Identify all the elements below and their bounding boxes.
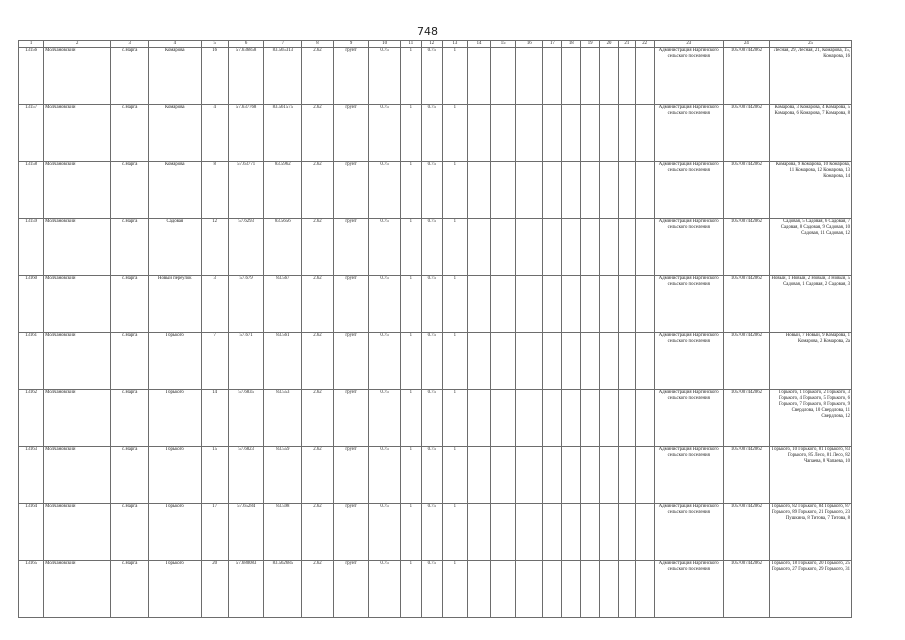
cell-empty — [516, 560, 543, 617]
cell-volume: 0.75 — [369, 161, 400, 218]
cell-lat: 57.63771 — [228, 161, 264, 218]
cell-empty — [467, 218, 490, 275]
cell-lon: 83.561 — [264, 332, 302, 389]
cell-street: Горького — [149, 560, 201, 617]
cell-district: Молчановский — [44, 104, 111, 161]
cell-ogrn: 1057007442062 — [723, 446, 769, 503]
cell-owner: Администрация Наргинского сельского поселения — [654, 332, 723, 389]
column-number-22: 22 — [635, 41, 654, 48]
cell-served: Садовая, 5 Садовая, 6 Садовая, 7 Садовая, 8 Садовая, 9 Садовая, 10 Садовая, 11 Садовая, 12 — [769, 218, 851, 275]
cell-empty — [543, 560, 562, 617]
cell-empty — [516, 503, 543, 560]
column-number-23: 23 — [654, 41, 723, 48]
table-row — [19, 275, 852, 332]
cell-owner: Администрация Наргинского сельского поселения — [654, 218, 723, 275]
cell-empty — [600, 47, 619, 104]
table-row — [19, 332, 852, 389]
cell-empty — [467, 104, 490, 161]
column-number-9: 9 — [333, 41, 369, 48]
column-number-19: 19 — [581, 41, 600, 48]
cell-count: 1 — [442, 47, 467, 104]
cell-empty — [543, 161, 562, 218]
cell-empty — [562, 104, 581, 161]
cell-empty — [562, 389, 581, 446]
cell-volume: 0.75 — [369, 218, 400, 275]
cell-empty — [581, 503, 600, 560]
cell-area: 2.62 — [302, 332, 333, 389]
cell-house: 4 — [201, 104, 228, 161]
cell-district: Молчановский — [44, 47, 111, 104]
table-row — [19, 47, 852, 104]
cell-served: Новый, 1 Новый, 2 Новый, 3 Новый, 5 Садовая, 1 Садовая, 2 Садовая, 3 — [769, 275, 851, 332]
cell-empty — [618, 332, 635, 389]
column-number-15: 15 — [491, 41, 516, 48]
cell-container-volume: 0.75 — [421, 560, 442, 617]
cell-ogrn: 1057007442062 — [723, 104, 769, 161]
cell-house: 17 — [201, 503, 228, 560]
column-number-17: 17 — [543, 41, 562, 48]
cell-lat: 57.680083 — [228, 560, 264, 617]
cell-street: Горького — [149, 332, 201, 389]
cell-street: Горького — [149, 389, 201, 446]
cell-empty — [635, 560, 654, 617]
cell-served: Комарова, 3 Комарова, 4 Комарова, 5 Комарова, 6 Комарова, 7 Комарова, 8 — [769, 104, 851, 161]
cell-empty — [581, 446, 600, 503]
cell-volume: 0.75 — [369, 332, 400, 389]
cell-lon: 83.565313 — [264, 47, 302, 104]
cell-surface: грунт — [333, 218, 369, 275]
cell-empty — [491, 218, 516, 275]
cell-area: 2.62 — [302, 446, 333, 503]
cell-empty — [635, 161, 654, 218]
column-number-3: 3 — [111, 41, 149, 48]
cell-count: 1 — [442, 161, 467, 218]
cell-served: Горького, 1 Горького, 2 Горького, 3 Горького, 4 Горького, 5 Горького, 6 Горького, 7 Горького, 8 Горького, 9 Свердлова, 10 Свердлова, 11 Свердлова, 12 — [769, 389, 851, 446]
cell-containers: 1 — [400, 218, 421, 275]
cell-empty — [562, 503, 581, 560]
cell-empty — [635, 218, 654, 275]
cell-empty — [516, 218, 543, 275]
cell-empty — [467, 161, 490, 218]
cell-served: Комарова, 9 Комарова, 10 Комарова, 11 Комарова, 12 Комарова, 13 Комарова, 14 — [769, 161, 851, 218]
cell-id: 13158 — [19, 161, 44, 218]
cell-settlement: с.Нарга — [111, 332, 149, 389]
column-number-10: 10 — [369, 41, 400, 48]
table-row — [19, 560, 852, 617]
cell-lat: 57.671 — [228, 332, 264, 389]
cell-owner: Администрация Наргинского сельского поселения — [654, 275, 723, 332]
cell-empty — [491, 275, 516, 332]
cell-lat: 57.636858 — [228, 47, 264, 104]
cell-settlement: с.Нарга — [111, 560, 149, 617]
cell-container-volume: 0.75 — [421, 104, 442, 161]
cell-ogrn: 1057007442062 — [723, 332, 769, 389]
cell-lat: 57.65284 — [228, 503, 264, 560]
cell-lat: 57.6823 — [228, 446, 264, 503]
cell-owner: Администрация Наргинского сельского поселения — [654, 560, 723, 617]
cell-empty — [635, 275, 654, 332]
cell-container-volume: 0.75 — [421, 275, 442, 332]
cell-empty — [543, 389, 562, 446]
cell-owner: Администрация Наргинского сельского поселения — [654, 503, 723, 560]
cell-settlement: с.Нарга — [111, 389, 149, 446]
cell-lon: 83.559 — [264, 446, 302, 503]
cell-ogrn: 1057007442062 — [723, 560, 769, 617]
cell-empty — [600, 389, 619, 446]
table-row — [19, 161, 852, 218]
cell-empty — [491, 560, 516, 617]
cell-empty — [467, 503, 490, 560]
column-number-2: 2 — [44, 41, 111, 48]
cell-empty — [600, 218, 619, 275]
cell-owner: Администрация Наргинского сельского поселения — [654, 104, 723, 161]
cell-container-volume: 0.75 — [421, 503, 442, 560]
table-row — [19, 446, 852, 503]
cell-area: 2.62 — [302, 161, 333, 218]
cell-empty — [516, 275, 543, 332]
cell-count: 1 — [442, 275, 467, 332]
cell-house: 8 — [201, 161, 228, 218]
cell-surface: грунт — [333, 389, 369, 446]
cell-owner: Администрация Наргинского сельского поселения — [654, 389, 723, 446]
cell-volume: 0.75 — [369, 104, 400, 161]
cell-empty — [618, 389, 635, 446]
column-number-6: 6 — [228, 41, 264, 48]
cell-empty — [467, 560, 490, 617]
cell-empty — [581, 389, 600, 446]
cell-empty — [562, 218, 581, 275]
cell-empty — [467, 332, 490, 389]
column-number-21: 21 — [618, 41, 635, 48]
cell-empty — [600, 104, 619, 161]
cell-empty — [635, 503, 654, 560]
cell-empty — [467, 47, 490, 104]
cell-house: 3 — [201, 275, 228, 332]
cell-area: 2.62 — [302, 275, 333, 332]
cell-district: Молчановский — [44, 218, 111, 275]
cell-served: Новый, 7 Новый, 9 Комарова, 1 Комарова, 2 Комарова, 2а — [769, 332, 851, 389]
cell-container-volume: 0.75 — [421, 332, 442, 389]
cell-empty — [516, 332, 543, 389]
cell-containers: 1 — [400, 104, 421, 161]
cell-empty — [516, 161, 543, 218]
cell-empty — [562, 47, 581, 104]
cell-house: 12 — [201, 218, 228, 275]
cell-id: 13156 — [19, 47, 44, 104]
cell-house: 20 — [201, 560, 228, 617]
cell-empty — [562, 332, 581, 389]
cell-house: 14 — [201, 389, 228, 446]
container-sites-register-table — [18, 40, 852, 618]
column-number-25: 25 — [769, 41, 851, 48]
cell-street: Комарова — [149, 161, 201, 218]
cell-id: 13159 — [19, 218, 44, 275]
cell-count: 1 — [442, 389, 467, 446]
cell-empty — [618, 161, 635, 218]
cell-volume: 0.75 — [369, 560, 400, 617]
cell-empty — [581, 275, 600, 332]
page-number: 748 — [417, 25, 438, 38]
cell-empty — [491, 332, 516, 389]
cell-lon: 83.598 — [264, 503, 302, 560]
cell-lat: 57.6835 — [228, 389, 264, 446]
cell-empty — [491, 446, 516, 503]
cell-surface: грунт — [333, 446, 369, 503]
cell-district: Молчановский — [44, 560, 111, 617]
cell-empty — [543, 332, 562, 389]
cell-empty — [618, 503, 635, 560]
cell-owner: Администрация Наргинского сельского поселения — [654, 47, 723, 104]
cell-empty — [467, 389, 490, 446]
cell-area: 2.62 — [302, 47, 333, 104]
cell-surface: грунт — [333, 332, 369, 389]
cell-empty — [635, 332, 654, 389]
cell-container-volume: 0.75 — [421, 389, 442, 446]
cell-area: 2.62 — [302, 104, 333, 161]
cell-served: Лесная, 29, Лесная, 21, Комарова, 15, Комарова, 16 — [769, 47, 851, 104]
cell-count: 1 — [442, 218, 467, 275]
cell-id: 13161 — [19, 332, 44, 389]
cell-empty — [618, 275, 635, 332]
cell-lon: 83.562685 — [264, 560, 302, 617]
cell-empty — [618, 104, 635, 161]
table-row — [19, 218, 852, 275]
cell-lon: 83.561575 — [264, 104, 302, 161]
cell-empty — [581, 161, 600, 218]
cell-empty — [562, 275, 581, 332]
column-number-20: 20 — [600, 41, 619, 48]
cell-surface: грунт — [333, 560, 369, 617]
cell-served: Горького, 82 Горького, 84 Горького, 87 Горького, 89 Горького, 21 Горького, 23 Пушкина, 8 Титова, 7 Титова, 8 — [769, 503, 851, 560]
column-number-12: 12 — [421, 41, 442, 48]
column-number-13: 13 — [442, 41, 467, 48]
cell-settlement: с.Нарга — [111, 47, 149, 104]
cell-surface: грунт — [333, 161, 369, 218]
cell-ogrn: 1057007442062 — [723, 161, 769, 218]
cell-empty — [543, 47, 562, 104]
cell-id: 13162 — [19, 389, 44, 446]
cell-empty — [618, 446, 635, 503]
cell-settlement: с.Нарга — [111, 275, 149, 332]
cell-count: 1 — [442, 104, 467, 161]
cell-settlement: с.Нарга — [111, 503, 149, 560]
cell-lon: 83.567 — [264, 275, 302, 332]
column-number-16: 16 — [516, 41, 543, 48]
cell-served: Горького, 10 Горького, 81 Горького, 83 Горького, 85 Лесо, 81 Лесо, 82 Чапаева, 8 Чапаева, 10 — [769, 446, 851, 503]
table-row — [19, 104, 852, 161]
cell-id: 13163 — [19, 446, 44, 503]
cell-id: 13160 — [19, 275, 44, 332]
cell-house: 15 — [201, 446, 228, 503]
cell-empty — [516, 389, 543, 446]
cell-volume: 0.75 — [369, 389, 400, 446]
cell-lon: 83.553 — [264, 389, 302, 446]
column-number-7: 7 — [264, 41, 302, 48]
cell-containers: 1 — [400, 560, 421, 617]
cell-empty — [600, 275, 619, 332]
cell-count: 1 — [442, 503, 467, 560]
cell-lat: 57.637768 — [228, 104, 264, 161]
cell-container-volume: 0.75 — [421, 218, 442, 275]
cell-lon: 83.5656 — [264, 218, 302, 275]
cell-area: 2.62 — [302, 560, 333, 617]
cell-owner: Администрация Наргинского сельского поселения — [654, 446, 723, 503]
cell-empty — [600, 560, 619, 617]
cell-surface: грунт — [333, 275, 369, 332]
cell-id: 13165 — [19, 560, 44, 617]
cell-empty — [635, 104, 654, 161]
cell-containers: 1 — [400, 503, 421, 560]
cell-settlement: с.Нарга — [111, 104, 149, 161]
cell-empty — [600, 161, 619, 218]
cell-ogrn: 1057007442062 — [723, 218, 769, 275]
column-number-24: 24 — [723, 41, 769, 48]
cell-settlement: с.Нарга — [111, 218, 149, 275]
cell-street: Садовая — [149, 218, 201, 275]
cell-district: Молчановский — [44, 503, 111, 560]
cell-area: 2.62 — [302, 503, 333, 560]
cell-area: 2.62 — [302, 218, 333, 275]
cell-containers: 1 — [400, 47, 421, 104]
column-number-11: 11 — [400, 41, 421, 48]
cell-street: Комарова — [149, 47, 201, 104]
cell-area: 2.62 — [302, 389, 333, 446]
column-number-1: 1 — [19, 41, 44, 48]
cell-empty — [581, 560, 600, 617]
cell-empty — [543, 503, 562, 560]
cell-id: 13164 — [19, 503, 44, 560]
cell-empty — [635, 446, 654, 503]
table-row — [19, 389, 852, 446]
cell-empty — [491, 47, 516, 104]
cell-ogrn: 1057007442062 — [723, 275, 769, 332]
cell-empty — [600, 446, 619, 503]
cell-district: Молчановский — [44, 161, 111, 218]
cell-empty — [491, 161, 516, 218]
cell-empty — [581, 104, 600, 161]
cell-count: 1 — [442, 446, 467, 503]
column-number-4: 4 — [149, 41, 201, 48]
cell-empty — [543, 446, 562, 503]
cell-street: Новый переулок — [149, 275, 201, 332]
cell-street: Комарова — [149, 104, 201, 161]
cell-street: Горького — [149, 446, 201, 503]
cell-containers: 1 — [400, 389, 421, 446]
column-number-5: 5 — [201, 41, 228, 48]
cell-count: 1 — [442, 560, 467, 617]
cell-volume: 0.75 — [369, 503, 400, 560]
cell-empty — [543, 275, 562, 332]
cell-volume: 0.75 — [369, 446, 400, 503]
cell-empty — [491, 503, 516, 560]
cell-surface: грунт — [333, 104, 369, 161]
cell-lat: 57.679 — [228, 275, 264, 332]
cell-empty — [516, 446, 543, 503]
cell-containers: 1 — [400, 275, 421, 332]
cell-empty — [618, 218, 635, 275]
cell-empty — [543, 104, 562, 161]
cell-volume: 0.75 — [369, 275, 400, 332]
cell-lat: 57.6293 — [228, 218, 264, 275]
cell-house: 7 — [201, 332, 228, 389]
cell-district: Молчановский — [44, 389, 111, 446]
cell-ogrn: 1057007442062 — [723, 47, 769, 104]
cell-surface: грунт — [333, 503, 369, 560]
cell-empty — [635, 389, 654, 446]
cell-empty — [516, 47, 543, 104]
cell-district: Молчановский — [44, 332, 111, 389]
column-number-14: 14 — [467, 41, 490, 48]
cell-ogrn: 1057007442062 — [723, 503, 769, 560]
cell-empty — [618, 47, 635, 104]
cell-lon: 83.5962 — [264, 161, 302, 218]
cell-containers: 1 — [400, 446, 421, 503]
cell-empty — [562, 161, 581, 218]
column-number-18: 18 — [562, 41, 581, 48]
cell-owner: Администрация Наргинского сельского поселения — [654, 161, 723, 218]
cell-empty — [467, 446, 490, 503]
cell-count: 1 — [442, 332, 467, 389]
cell-empty — [618, 560, 635, 617]
cell-settlement: с.Нарга — [111, 161, 149, 218]
cell-empty — [600, 503, 619, 560]
cell-volume: 0.75 — [369, 47, 400, 104]
cell-container-volume: 0.75 — [421, 446, 442, 503]
cell-empty — [491, 389, 516, 446]
table-row — [19, 503, 852, 560]
table-body — [19, 47, 852, 617]
cell-empty — [635, 47, 654, 104]
cell-empty — [491, 104, 516, 161]
cell-ogrn: 1057007442062 — [723, 389, 769, 446]
column-number-8: 8 — [302, 41, 333, 48]
cell-surface: грунт — [333, 47, 369, 104]
cell-served: Горького, 18 Горького, 20 Горького, 25 Горького, 27 Горького, 29 Горького, 31 — [769, 560, 851, 617]
cell-settlement: с.Нарга — [111, 446, 149, 503]
cell-container-volume: 0.75 — [421, 161, 442, 218]
cell-house: 16 — [201, 47, 228, 104]
cell-id: 13157 — [19, 104, 44, 161]
cell-empty — [581, 47, 600, 104]
cell-empty — [543, 218, 562, 275]
column-number-row — [19, 41, 852, 48]
cell-district: Молчановский — [44, 446, 111, 503]
cell-empty — [516, 104, 543, 161]
cell-district: Молчановский — [44, 275, 111, 332]
cell-containers: 1 — [400, 332, 421, 389]
cell-empty — [581, 218, 600, 275]
cell-container-volume: 0.75 — [421, 47, 442, 104]
cell-empty — [600, 332, 619, 389]
cell-empty — [562, 446, 581, 503]
cell-empty — [581, 332, 600, 389]
cell-street: Горького — [149, 503, 201, 560]
cell-containers: 1 — [400, 161, 421, 218]
cell-empty — [467, 275, 490, 332]
cell-empty — [562, 560, 581, 617]
